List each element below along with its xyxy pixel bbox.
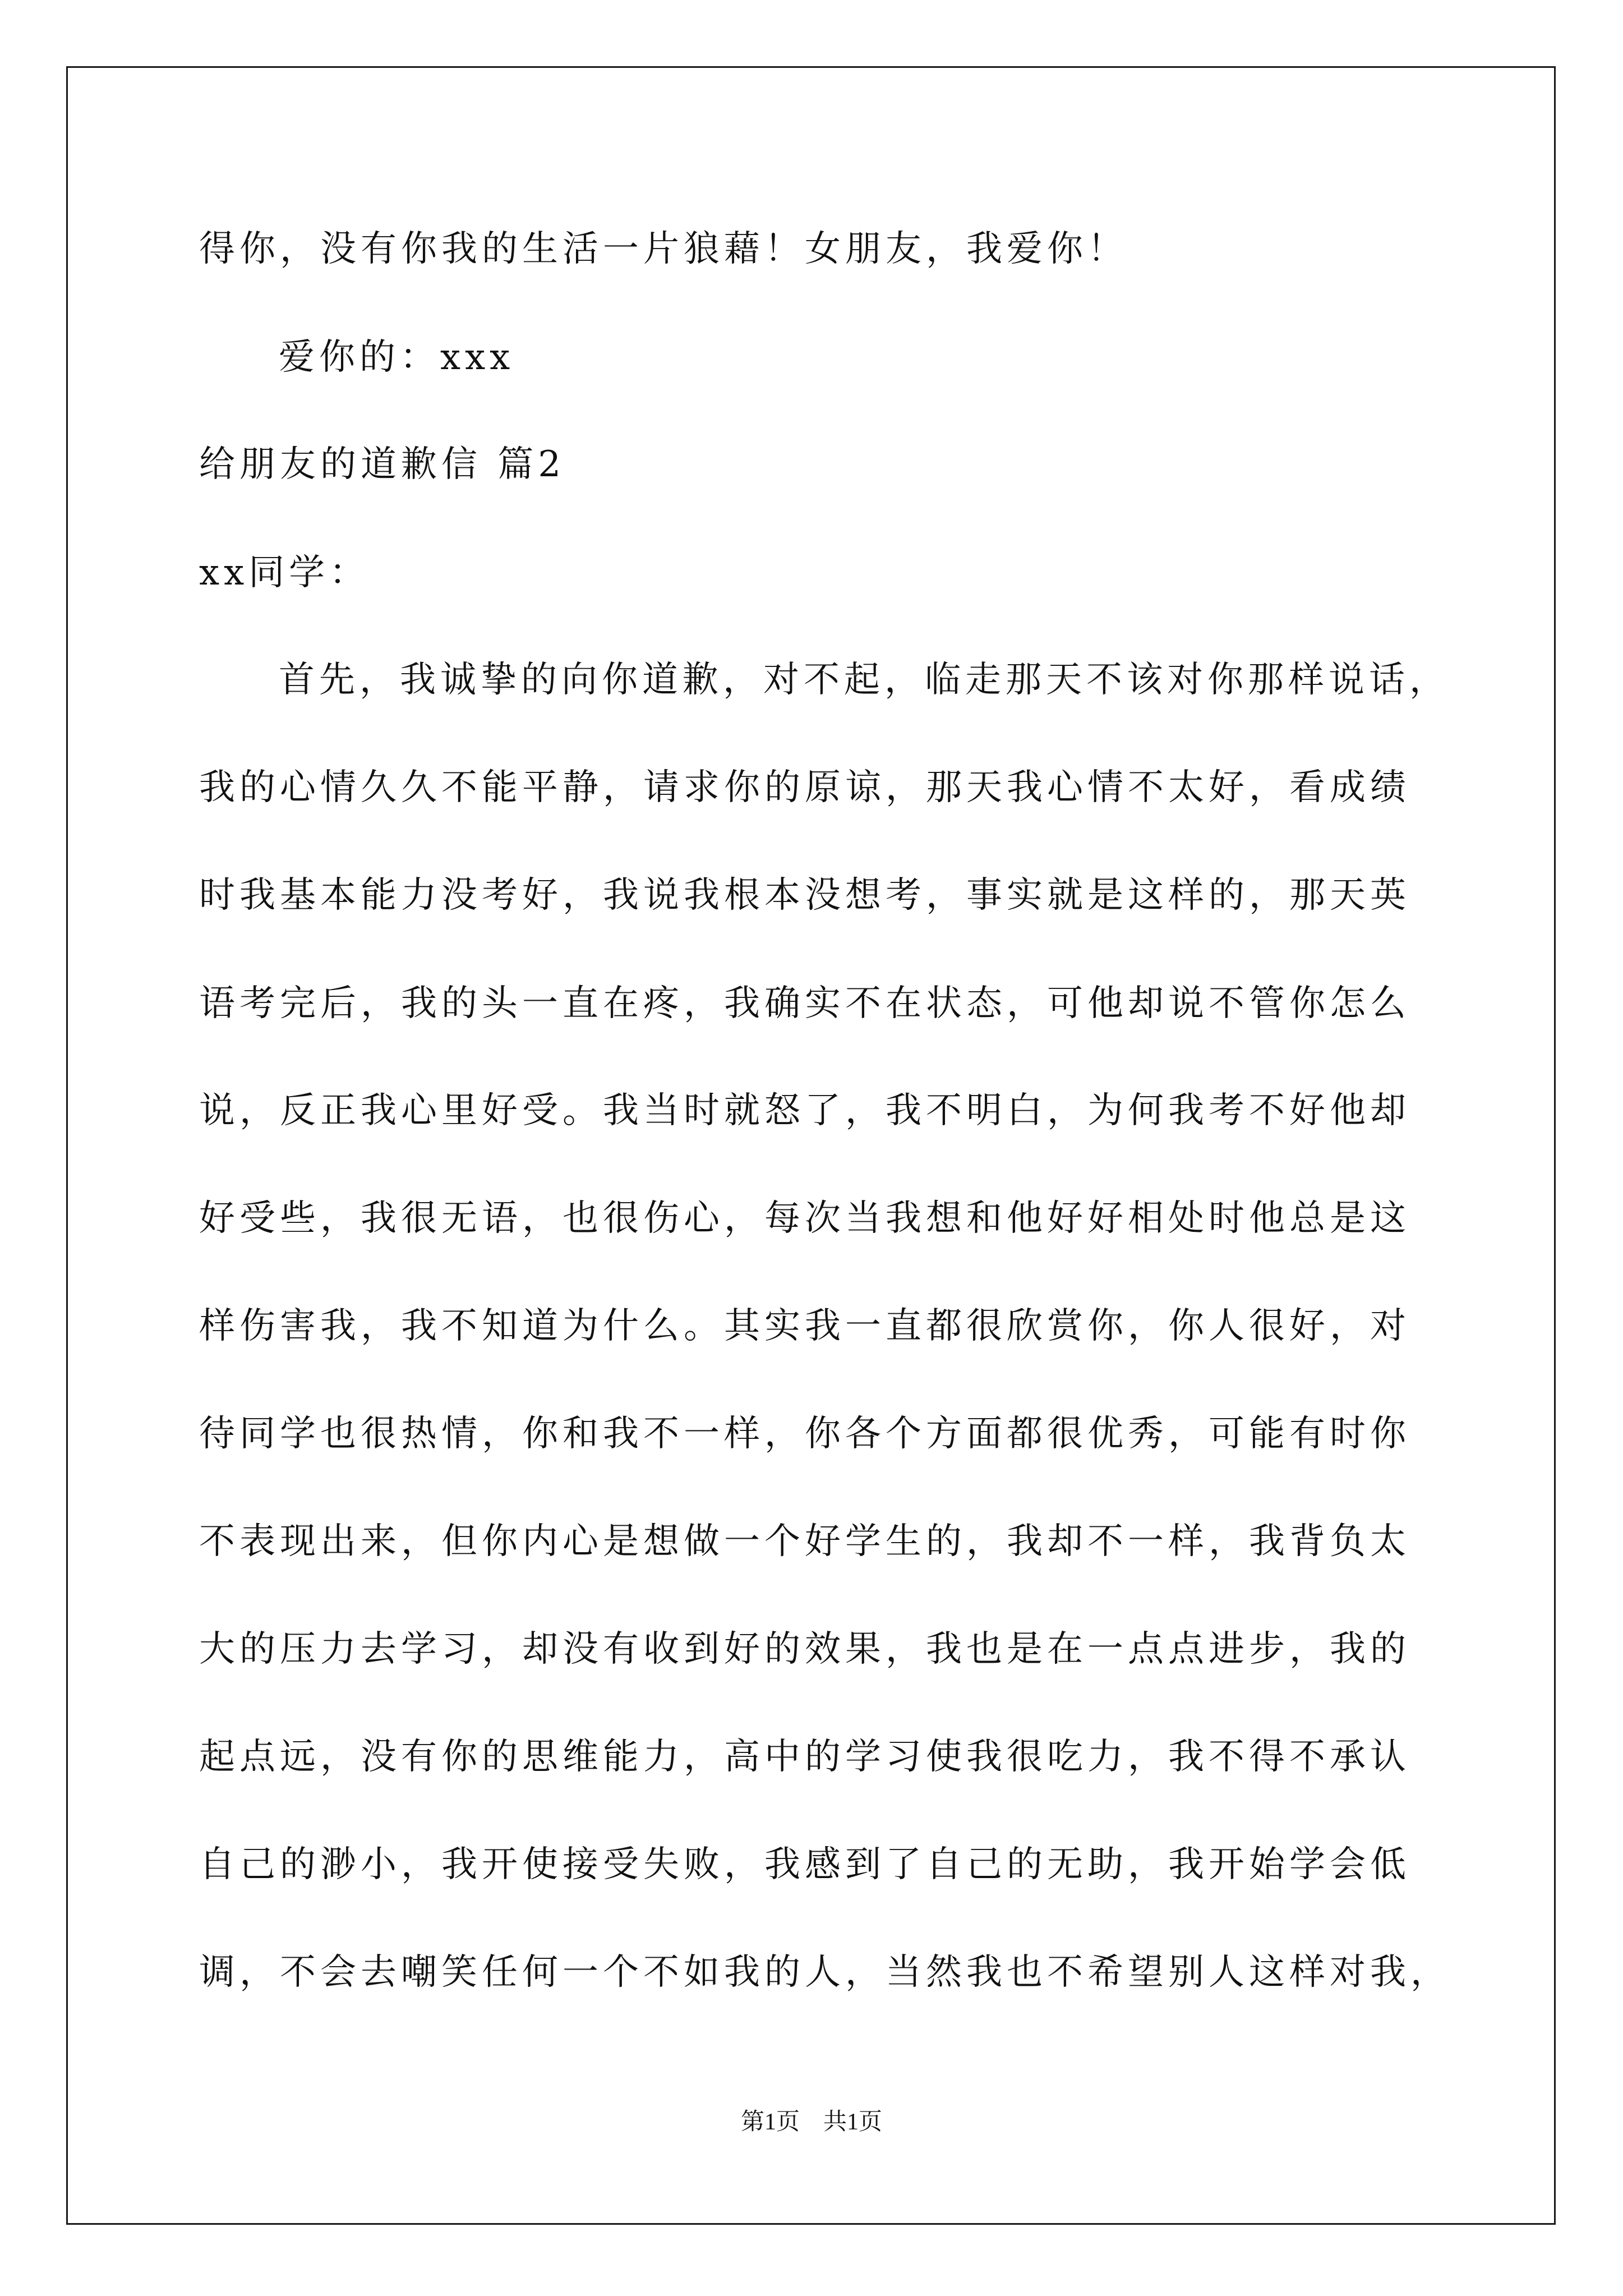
paragraph-line: 好受些，我很无语，也很伤心，每次当我想和他好好相处时他总是这 xyxy=(199,1198,1410,1239)
text-line: 得你，没有你我的生活一片狼藉！女朋友，我爱你！ xyxy=(199,228,1128,270)
salutation-line: xx同学： xyxy=(199,552,370,593)
paragraph-line: 首先，我诚挚的向你道歉，对不起，临走那天不该对你那样说话， xyxy=(279,659,1450,701)
section-heading: 给朋友的道歉信 篇2 xyxy=(199,444,566,485)
paragraph-line: 样伤害我，我不知道为什么。其实我一直都很欣赏你，你人很好，对 xyxy=(199,1305,1410,1347)
paragraph-line: 起点远，没有你的思维能力，高中的学习使我很吃力，我不得不承认 xyxy=(199,1736,1410,1778)
paragraph-line: 调，不会去嘲笑任何一个不如我的人，当然我也不希望别人这样对我， xyxy=(199,1952,1451,1993)
paragraph-line: 语考完后，我的头一直在疼，我确实不在状态，可他却说不管你怎么 xyxy=(199,983,1410,1024)
paragraph-line: 自己的渺小，我开使接受失败，我感到了自己的无助，我开始学会低 xyxy=(199,1844,1410,1885)
paragraph-line: 说，反正我心里好受。我当时就怒了，我不明白，为何我考不好他却 xyxy=(199,1090,1410,1131)
paragraph-line: 不表现出来，但你内心是想做一个好学生的，我却不一样，我背负太 xyxy=(199,1521,1410,1562)
paragraph-line: 时我基本能力没考好，我说我根本没想考，事实就是这样的，那天英 xyxy=(199,875,1410,916)
paragraph-line: 大的压力去学习，却没有收到好的效果，我也是在一点点进步，我的 xyxy=(199,1628,1410,1670)
paragraph-line: 待同学也很热情，你和我不一样，你各个方面都很优秀，可能有时你 xyxy=(199,1413,1410,1455)
page-border xyxy=(66,66,1556,2225)
signature-line: 爱你的：xxx xyxy=(279,337,515,378)
paragraph-line: 我的心情久久不能平静，请求你的原谅，那天我心情不太好，看成绩 xyxy=(199,767,1410,808)
page-number-footer: 第1页 共1页 xyxy=(740,2109,882,2135)
